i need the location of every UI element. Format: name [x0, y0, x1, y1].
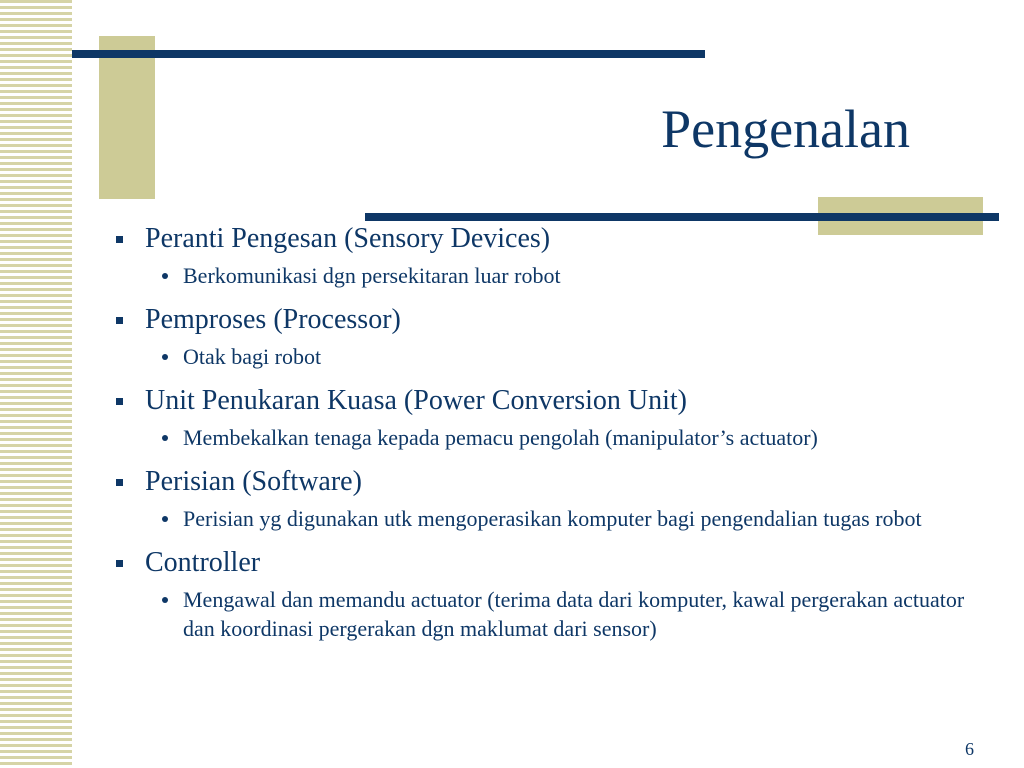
sub-bullet-text: Membekalkan tenaga kepada pemacu pengolah (manipulator’s actuator) — [183, 425, 818, 450]
bullet-item-sensory — [112, 223, 972, 255]
bullet-item-software — [112, 466, 972, 498]
square-bullet-icon — [116, 236, 123, 243]
square-bullet-icon — [116, 560, 123, 567]
bullet-text: Unit Penukaran Kuasa (Power Conversion Unit) — [145, 385, 688, 416]
sub-bullet-text: Mengawal dan memandu actuator (terima data dari komputer, kawal pergerakan actuator dan koordinasi pergerakan dgn maklumat dari sensor) — [183, 587, 965, 641]
sub-bullet-text: Berkomunikasi dgn persekitaran luar robot — [183, 263, 561, 288]
sub-bullet-text: Otak bagi robot — [183, 344, 322, 369]
square-bullet-icon — [116, 479, 123, 486]
bullet-list — [112, 223, 972, 643]
bullet-text: Pemproses (Processor) — [145, 304, 401, 335]
sub-bullet-controller — [112, 585, 972, 643]
navy-line-decoration-bottom — [365, 213, 999, 221]
bullet-text: Perisian (Software) — [145, 466, 362, 497]
slide-title: Pengenalan — [661, 99, 910, 159]
bullet-item-controller — [112, 547, 972, 579]
tan-block-decoration-left — [99, 36, 155, 199]
bullet-text: Controller — [145, 547, 261, 578]
striped-side-decoration — [0, 0, 72, 768]
navy-line-decoration-top — [72, 50, 705, 58]
bullet-item-power-conversion — [112, 385, 972, 417]
square-bullet-icon — [116, 317, 123, 324]
round-bullet-icon — [162, 273, 168, 279]
page-number: 6 — [965, 739, 974, 759]
round-bullet-icon — [162, 597, 168, 603]
sub-bullet-processor — [112, 342, 972, 371]
bullet-item-processor — [112, 304, 972, 336]
sub-bullet-text: Perisian yg digunakan utk mengoperasikan komputer bagi pengendalian tugas robot — [183, 506, 922, 531]
round-bullet-icon — [162, 435, 168, 441]
sub-bullet-software — [112, 504, 972, 533]
sub-bullet-sensory — [112, 261, 972, 290]
bullet-text: Peranti Pengesan (Sensory Devices) — [145, 223, 551, 254]
sub-bullet-power-conversion — [112, 423, 972, 452]
round-bullet-icon — [162, 354, 168, 360]
square-bullet-icon — [116, 398, 123, 405]
round-bullet-icon — [162, 516, 168, 522]
